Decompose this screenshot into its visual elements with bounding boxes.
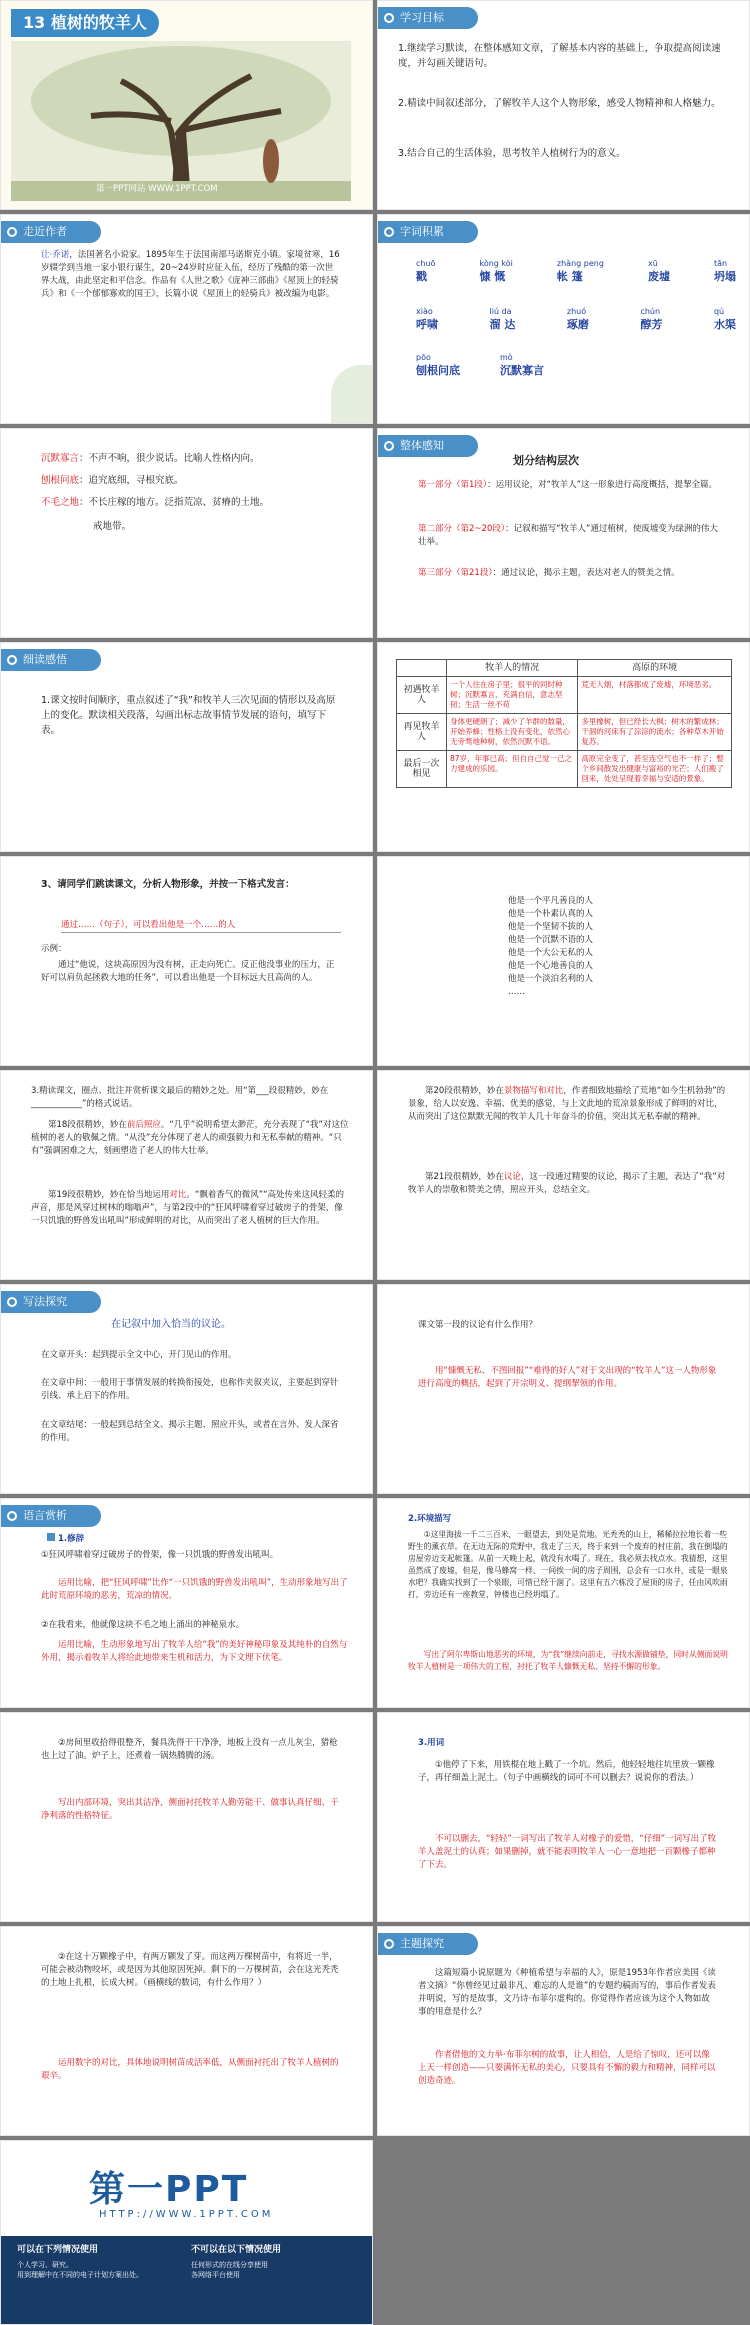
table-cell: 身体更硬朗了；减少了羊群的数量，开始养蜂；性格上没有变化，依然心无旁骛地种树，依然沉默不语。 xyxy=(447,714,578,751)
example-label: 示例： xyxy=(41,944,67,954)
list-item: 他是一个心地善良的人 xyxy=(508,961,594,971)
slide-room-description[interactable] xyxy=(0,1712,373,1922)
analysis-para-18: 第18段很精妙，妙在前后照应。“几乎”说明希望太渺茫，充分表现了“我”对这位植树的老人的敬佩之情。“从没”充分体现了老人的顽强毅力和无私奉献的精神。“只有”强调困难之大，刻画塑造了老人的伟大壮举。 xyxy=(31,1120,349,1156)
analysis-question: 3、请同学们跳读课文，分析人物形象，并按一下格式发言： xyxy=(41,879,295,890)
slide-language-rhetoric[interactable] xyxy=(0,1498,373,1708)
meaning-2: 刨根问底：追究底细，寻根究底。 xyxy=(41,475,184,486)
meaning-1: 沉默寡言：不声不响，很少说话。比喻人性格内向。 xyxy=(41,453,260,464)
close-reading-task: 1.课文按时间顺序，重点叙述了“我”和牧羊人三次见面的情形以及高原上的变化。默读相关段落，勾画出标志故事情节发展的语句，填写下表。 xyxy=(41,695,336,736)
vocab-item: zhàng peng 帐 篷 xyxy=(556,259,604,283)
theme-question: 这篇短篇小说原题为《种植希望与幸福的人》，原是1953年作者应美国《读者文摘》“你曾经见过最非凡、难忘的人是谁”的专题约稿而写的，事后作者发表并明说，写的是故事，文乃诗·布菲尔虚构的。你觉得作者应该为这个人物如故事的用意是什么？ xyxy=(418,1968,716,2017)
room-passage: ②房间里收拾得很整齐，餐具洗得干干净净，地板上没有一点儿灰尘，猎枪也上过了油。炉子上，还煮着一锅热腾腾的汤。 xyxy=(41,1738,338,1761)
table-cell: 一个人住在房子里；很平的同时种树；沉默寡言，充满自信，意志坚韧；生活一丝不苟 xyxy=(447,677,578,714)
slide-footer-promo[interactable] xyxy=(0,2140,373,2325)
comment-question: 课文第一段的议论有什么作用？ xyxy=(418,1320,538,1330)
vocab-item: zhuó 琢磨 xyxy=(566,307,589,331)
disallowed-line: 任何形式的在线分享使用 xyxy=(191,2261,268,2269)
vocab-item: qú 水渠 xyxy=(713,307,736,331)
slide-writing-method[interactable] xyxy=(0,1284,373,1494)
vocab-item: chuō 戳 xyxy=(416,259,436,283)
list-item: 他是一个朴素认真的人 xyxy=(508,909,594,919)
section-tag: 语言赏析 xyxy=(1,1505,101,1527)
vocab-item: pōo 刨根问底 xyxy=(416,353,460,377)
author-name: 让·乔诺 xyxy=(41,250,70,260)
numeral-analysis: 运用数字的对比，具体地说明树苗成活率低，从侧面衬托出了牧羊人植树的艰辛。 xyxy=(41,2058,339,2081)
vocab-row-2 xyxy=(416,307,736,332)
allowed-title: 可以在下列情况使用 xyxy=(17,2245,99,2255)
slide-character-analysis[interactable] xyxy=(0,856,373,1066)
environment-passage: ①这里海拔一千二三百米，一眼望去，到处是荒地。光秃秃的山上，稀稀拉拉地长着一些野生的薰衣草。在无边无际的荒野中，我走了三天，终于来到一个废弃的村庄前，我在倒塌的房屋旁边支起帐篷。从前一天晚上起，就没有水喝了。现在，我必须去找点水。我猜想，这里虽然成了废墟，但是，像马蜂窝一样、一间挨一间的房子周围，总会有一口水井，或是一眼泉水吧？我确实找到了一个泉眼，可惜已经干涸了。这里有五六栋没了屋顶的房子，任由风吹雨打，旁边还有一座教堂，钟楼也已经坍塌了。 xyxy=(408,1530,728,1599)
table-cell: 最后一次相见 xyxy=(397,751,447,788)
room-analysis: 写出内部环境，突出其洁净，侧面衬托牧羊人勤劳能干、做事认真仔细、干净利落的性格特征。 xyxy=(41,1798,339,1821)
disallowed-line: 各网络平台使用 xyxy=(191,2271,240,2279)
tag-icon xyxy=(384,1939,394,1949)
slide-structure[interactable] xyxy=(377,428,750,638)
slide-word-choice[interactable] xyxy=(377,1712,750,1922)
slide-comment-question[interactable] xyxy=(377,1284,750,1494)
vocab-item: chún 醇芳 xyxy=(640,307,663,331)
lesson-number: 13 xyxy=(23,13,46,32)
table-header xyxy=(397,660,447,677)
comment-answer: 用“慷慨无私、不图回报”“难得的好人”对于文出现的“牧羊人”这一人物形象进行高度的概括，起到了开宗明义、提纲挈领的作用。 xyxy=(418,1366,717,1389)
table-cell: 高原完全变了，甚至连空气也不一样了；整个乡间散发出健康与富裕的光芒；人们搬了回来，处处呈现着幸福与安适的景象。 xyxy=(578,751,732,788)
part-3: 第三部分（第21段）：通过议论，揭示主题，表达对老人的赞美之情。 xyxy=(418,568,680,578)
rhetoric-example-1: ①狂风呼啸着穿过破房子的骨架，像一只饥饿的野兽发出吼叫。 xyxy=(41,1550,279,1560)
disallowed-title: 不可以在以下情况使用 xyxy=(191,2245,282,2255)
method-heading: 在记叙中加入恰当的议论。 xyxy=(111,1319,231,1330)
watermark-text: 第一PPT网站 WWW.1PPT.COM xyxy=(96,184,218,194)
tag-icon xyxy=(7,655,17,665)
table-header: 牧羊人的情况 xyxy=(447,660,578,677)
list-item: 他是一个沉默不语的人 xyxy=(508,935,594,945)
meaning-3: 不毛之地：不长庄稼的地方。泛指荒凉、贫瘠的土地。 xyxy=(41,497,270,508)
table-cell: 荒无人烟，村落都成了废墟，环境恶劣。 xyxy=(578,677,732,714)
tag-icon xyxy=(7,227,17,237)
slide-word-meanings[interactable] xyxy=(0,428,373,638)
brand-url[interactable]: HTTP://WWW.1PPT.COM xyxy=(99,2209,274,2220)
leaf-decor xyxy=(331,365,373,424)
vocab-item: xū 废墟 xyxy=(647,259,670,283)
goal-2: 2.精读中间叙述部分，了解牧羊人这个人物形象，感受人物精神和人格魅力。 xyxy=(398,98,721,109)
vocab-item: mò 沉默寡言 xyxy=(500,353,544,377)
method-item: 在文章开头：起到提示全文中心，开门见山的作用。 xyxy=(41,1350,237,1360)
structure-heading: 划分结构层次 xyxy=(513,454,579,467)
section-tag: 走近作者 xyxy=(1,221,101,243)
answer-format: 通过……（句子），可以看出他是一个……的人 xyxy=(61,919,341,933)
slide-environment[interactable] xyxy=(377,1498,750,1708)
table-header-row xyxy=(397,660,732,677)
slide-appreciation-a[interactable] xyxy=(0,1070,373,1280)
meaning-tail: 戒地带。 xyxy=(93,521,132,532)
slide-encounter-table[interactable] xyxy=(377,642,750,852)
lesson-title-banner xyxy=(11,9,159,37)
tag-icon xyxy=(384,227,394,237)
section-tag: 字词积累 xyxy=(378,221,478,243)
slide-title[interactable] xyxy=(0,0,373,210)
numeral-passage: ②在这十万颗橡子中，有两万颗发了芽。而这两万棵树苗中，有将近一半，可能会被动物咬坏，或是因为其他原因死掉。剩下的一万棵树苗，会在这光秃秃的土地上扎根，长成大树。（画横线的数词，有什么作用？） xyxy=(41,1952,339,1988)
tag-icon xyxy=(7,1297,17,1307)
word-choice-analysis: 不可以删去，“轻轻”一词写出了牧羊人对橡子的爱惜，“仔细”一词写出了牧羊人盖泥土的认真；如果删掉，就不能表明牧羊人一心一意地把一百颗橡子都种了下去。 xyxy=(418,1834,717,1870)
table-cell: 初遇牧羊人 xyxy=(397,677,447,714)
usage-info-bar xyxy=(1,2236,373,2325)
slide-numerals[interactable] xyxy=(0,1926,373,2136)
author-intro: 让·乔诺，法国著名小说家。1895年生于法国南部马诺斯克小镇。家境贫寒，16岁辍学到当地一家小银行谋生，20~24岁时应征入伍，经历了残酷的第一次世界大战，由此坚定和平信念。作品有《人世之歌》《庞神三部曲》《屋顶上的轻骑兵》和《一个郁郁寡欢的国王》，长篇小说《屋顶上的轻骑兵》被改编为电影。 xyxy=(41,250,340,299)
theme-answer: 作者借他的文力举·布菲尔树的故事，让人相信，人是给了惊叹，还可以像上天一样创造——只要满怀无私的美心，只要具有不懈的毅力和精神，同样可以创造奇迹。 xyxy=(418,2050,716,2086)
vocab-row-1 xyxy=(416,259,736,284)
tag-icon xyxy=(384,13,394,23)
slide-learning-goals[interactable] xyxy=(377,0,750,210)
encounter-table xyxy=(396,659,732,788)
tag-icon xyxy=(7,1511,17,1521)
example-text: 通过“他说，这块高原因为没有树，正走向死亡。反正他没事业的压力，正好可以肩负起拯救大地的任务”，可以看出他是一个目标远大且高尚的人。 xyxy=(41,960,335,983)
vocab-item: xiào 呼啸 xyxy=(416,307,438,331)
rhetoric-answer-1: 运用比喻，把“狂风呼啸”比作“一只饥饿的野兽发出吼叫”，生动形象地写出了此时荒原环境的恶劣，荒凉的情况。 xyxy=(41,1578,348,1601)
list-item: …… xyxy=(508,987,525,997)
allowed-line: 个人学习、研究。 xyxy=(17,2261,73,2269)
allowed-line: 用到理解中在不同的电子计划方案出处。 xyxy=(17,2271,143,2279)
rhetoric-example-2: ②在我看来，他就像这块不毛之地上涌出的神秘泉水。 xyxy=(41,1620,245,1630)
table-row xyxy=(397,751,732,788)
analysis-para-19: 第19段很精妙，妙在恰当地运用对比。“飘着香气的微风”“高处传来这风轻柔的声音，那是风穿过树林的嗡嗡声”，与第2段中的“狂风呼啸着穿过破房子的骨架，像一只饥饿的野兽发出吼叫”形成鲜明的对比，从而突出了老人植树的巨大作用。 xyxy=(31,1190,345,1226)
method-item: 在文章结尾：一般起到总结全文、揭示主题、照应开头，或者在言外、发人深省的作用。 xyxy=(41,1420,339,1443)
vocab-item: tān 坍塌 xyxy=(713,259,736,283)
appreciation-task: 3.精读课文，圈点、批注并赏析课文最后的精妙之处。用“第___段很精妙，妙在____________”的格式说话。 xyxy=(31,1086,329,1109)
section-tag: 细读感悟 xyxy=(1,649,101,671)
list-item: 他是一个坚韧不拔的人 xyxy=(508,922,594,932)
analysis-para-20: 第20段很精妙，妙在景物描写和对比，作者细致地描绘了荒地“如今生机勃勃”的景象，给人以安逸、幸福、优美的感觉，与上文此地的荒凉景象形成了鲜明的对比，从而突出了这位默默无闻的牧羊人几十年奋斗的价值，突出其无私奉献的精神。 xyxy=(408,1086,726,1122)
section-tag: 主题探究 xyxy=(378,1933,478,1955)
slide-appreciation-b[interactable] xyxy=(377,1070,750,1280)
bullet-icon xyxy=(47,1533,55,1541)
list-item: 他是一个淡泊名利的人 xyxy=(508,974,594,984)
vocab-row-3 xyxy=(416,353,616,378)
slide-character-traits[interactable] xyxy=(377,856,750,1066)
slide-theme[interactable] xyxy=(377,1926,750,2136)
tag-icon xyxy=(384,441,394,451)
section-tag: 学习目标 xyxy=(378,7,478,29)
table-row xyxy=(397,677,732,714)
section-tag: 写法探究 xyxy=(1,1291,101,1313)
slide-author[interactable] xyxy=(0,214,373,424)
slide-close-reading[interactable] xyxy=(0,642,373,852)
part-1: 第一部分（第1段）：运用议论，对“牧羊人”这一形象进行高度概括，提挈全篇。 xyxy=(418,480,717,490)
trait-list xyxy=(508,895,593,999)
analysis-para-21: 第21段很精妙，妙在议论，这一段通过精要的议论，揭示了主题，表达了“我”对牧羊人的崇敬和赞美之情，照应开头，总结全文。 xyxy=(408,1172,726,1195)
slide-vocabulary[interactable] xyxy=(377,214,750,424)
goal-1: 1.继续学习默读，在整体感知文章，了解基本内容的基础上，争取提高阅读速度，并勾画关键语句。 xyxy=(398,43,721,69)
brand-logo: 第一PPT xyxy=(89,2169,249,2210)
subsection-title: 3.用词 xyxy=(418,1738,445,1748)
goal-3: 3.结合自己的生活体验，思考牧羊人植树行为的意义。 xyxy=(398,148,626,159)
table-header: 高原的环境 xyxy=(578,660,732,677)
table-cell: 多里橡树，但已经长大枫；树木的繁成林；干涸的河床有了淙淙的流水；各种草木开始复苏。 xyxy=(578,714,732,751)
tree-illustration xyxy=(11,41,351,201)
part-2: 第二部分（第2~20段）：记叙和描写“牧羊人”通过植树，使废墟变为绿洲的伟大壮举。 xyxy=(418,524,718,547)
environment-analysis: 写出了阿尔卑斯山地恶劣的环境，为“我”继续向前走，寻找水源做铺垫，同时从侧面说明牧羊人植树是一项伟大的工程，衬托了牧羊人慷慨无私、坚持不懈的形象。 xyxy=(408,1650,728,1671)
section-tag: 整体感知 xyxy=(378,435,478,457)
table-cell: 再见牧羊人 xyxy=(397,714,447,751)
table-row xyxy=(397,714,732,751)
subsection-title: 2.环境描写 xyxy=(408,1514,452,1524)
lesson-title: 植树的牧羊人 xyxy=(50,13,147,32)
subsection-title: 1.修辞 xyxy=(47,1533,84,1546)
list-item: 他是一个大公无私的人 xyxy=(508,948,594,958)
vocab-item: kòng kòi 慷 慨 xyxy=(479,259,513,283)
method-item: 在文章中间：一般用于事情发展的转换衔接处，也称作夹叙夹议，主要起到穿针引线、承上启下的作用。 xyxy=(41,1378,339,1401)
vocab-item: liú da 溜 达 xyxy=(489,307,516,331)
list-item: 他是一个平凡善良的人 xyxy=(508,896,594,906)
word-choice-passage: ①他停了下来，用铁棍在地上戳了一个坑。然后，他轻轻地往坑里放一颗橡子，再仔细盖上泥土。（句子中画横线的词可不可以删去？说说你的看法。） xyxy=(418,1760,715,1783)
table-cell: 87岁，年事已高；但自自己觉一己之力建成的乐园。 xyxy=(447,751,578,788)
rhetoric-answer-2: 运用比喻，生动形象地写出了牧羊人给“我”的美好神秘印象及其纯朴的自然与外用，揭示着牧羊人将给此地带来生机和活力，为下文埋下伏笔。 xyxy=(41,1640,348,1663)
